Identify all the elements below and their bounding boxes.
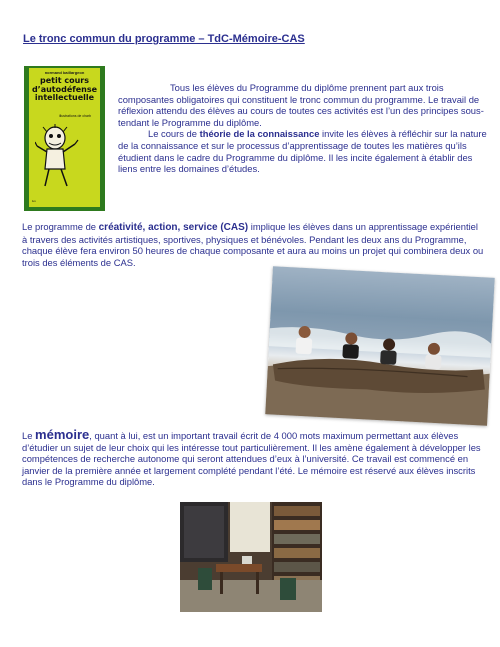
book-author: normand baillargeon [44,70,85,75]
beach-group-photo [265,266,494,425]
book-title-line: d’autodéfense [31,84,98,94]
intro-paragraph-1: Tous les élèves du Programme du diplôme prennent part aux trois composantes obligatoires qui constituent le tronc commun du programme. Le travail de réflexion attendu des élèves au cours de toutes ces activités est l’un des principes sous-tendant le Programme du diplôme. [118,82,484,128]
text-span: invite les élèves à réfléchir sur la nature de la connaissance et sur le processus d’apprentissage de toutes les matières qu’ils étudient dans le cadre du Programme du diplôme. Il les incite également à établir des liens entre les domaines d’études. [118,128,487,175]
book-title [30,77,99,103]
book-cover-image [24,66,105,211]
text-span: , quant à lui, est un important travail écrit de 4 000 mots maximum permettant aux élèves d’étudier un sujet de leur choix qui les intéresse tout particulièrement. Il les amène également à développer les compétences de recherche autonome qui seront attendues d’eux à l’université. Ce travail est commencé en janvier de la première année et largement complété pendant l’été. Le mémoire est réservé aux élèves inscrits dans le Programme du diplôme. [22,430,481,488]
cas-paragraph [22,221,484,268]
memoire-paragraph [22,429,484,488]
beach-photo-scene [265,266,494,425]
text-span: Le programme de [22,221,99,232]
tok-term: théorie de la connaissance [199,128,320,140]
book-title-line: intellectuelle [34,93,95,102]
text-span: implique les élèves dans un apprentissage expérientiel à travers des activités artistiques, sportives, physiques et bénévoles. Pendant les deux ans du Programme, chaque élève fera environ 50 heures de chaque composante et aura au moins un projet qui combinera deux ou trois des éléments de CAS. [22,221,484,268]
page-title: Le tronc commun du programme – TdC-Mémoire-CAS [23,33,305,45]
library-photo-scene [180,502,322,612]
text-span: Le [22,430,36,441]
cas-term: créativité, action, service (CAS) [98,222,249,233]
book-title-line: petit cours [40,76,89,85]
cartoon-figure-illustration [35,124,79,188]
text-span: Le cours de [148,128,200,140]
intro-text [118,82,490,175]
book-illustrations: illustrations de charb [59,114,92,118]
book-publisher: lux [32,199,36,203]
library-photo [180,502,322,612]
intro-paragraph-2 [118,128,490,174]
book-cover-front [29,68,100,207]
memoire-term: mémoire [35,427,90,442]
